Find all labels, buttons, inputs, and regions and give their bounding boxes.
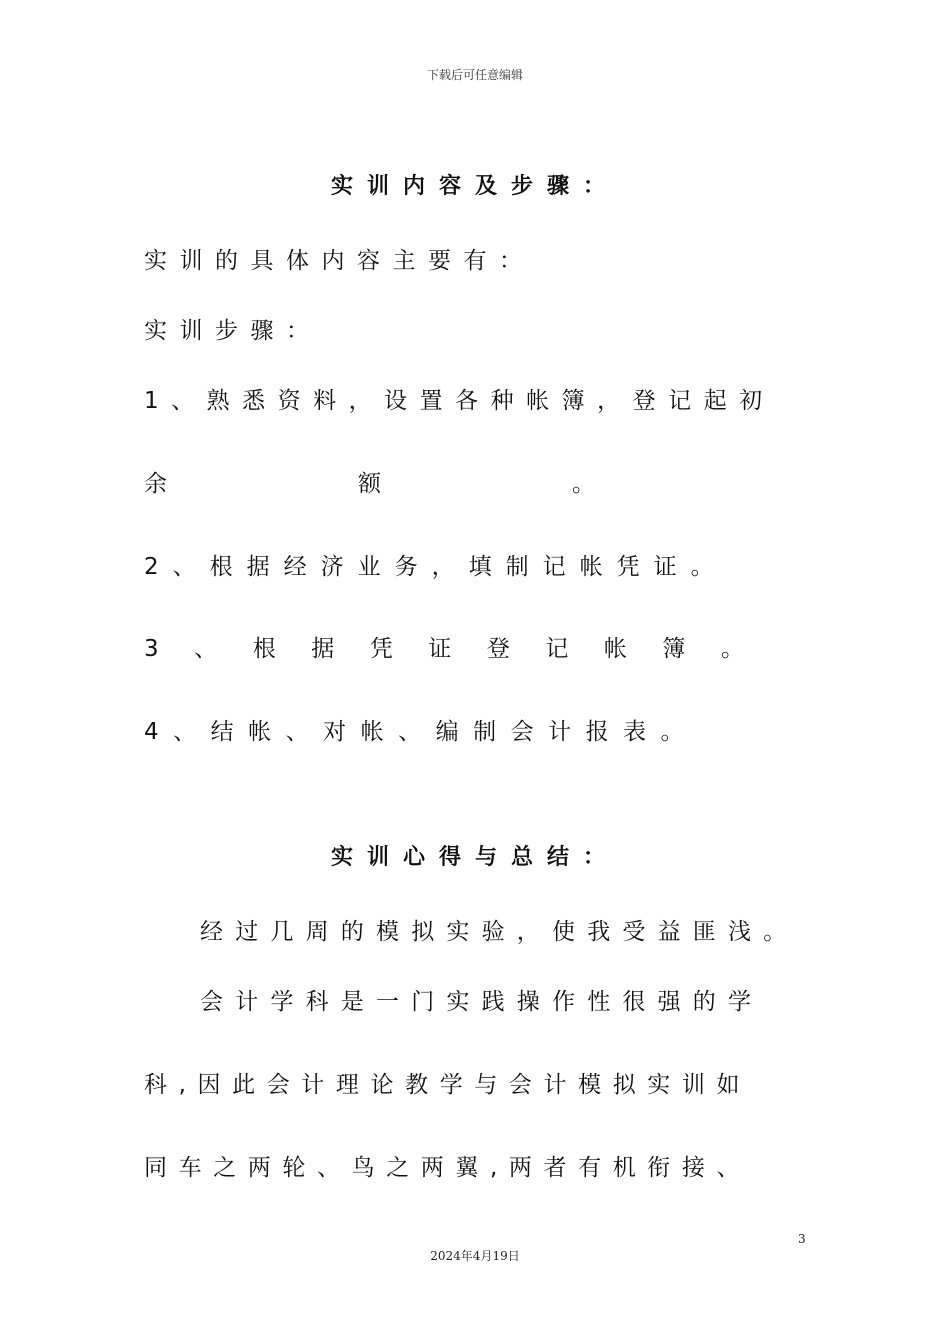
step-2: 2、根据经济业务，填制记帐凭证。 <box>144 554 728 580</box>
step-1-word-1: 余 <box>144 471 180 497</box>
page-number: 3 <box>798 1232 806 1246</box>
summary-paragraph-1: 经过几周的模拟实验，使我受益匪浅。 <box>200 919 799 945</box>
step-3 <box>144 634 744 664</box>
step-3-char: 3 <box>144 636 159 662</box>
step-4: 4、结帐、对帐、编制会计报表。 <box>144 719 699 745</box>
step-1-line-1: 1、熟悉资料，设置各种帐簿，登记起初 <box>144 388 775 414</box>
step-3-char: 凭 <box>369 636 393 662</box>
steps-label: 实训步骤： <box>144 318 322 344</box>
training-intro: 实训的具体内容主要有： <box>144 248 535 274</box>
step-3-char: 证 <box>428 636 452 662</box>
step-3-char: 簿 <box>662 636 686 662</box>
summary-paragraph-2-line-1: 会计学科是一门实践操作性很强的学 <box>200 989 764 1015</box>
section-heading-content-steps: 实训内容及步骤： <box>330 174 619 199</box>
step-3-char: 根 <box>252 636 276 662</box>
step-3-char: 据 <box>311 636 335 662</box>
header-note: 下载后可任意编辑 <box>426 68 523 82</box>
step-1-word-2: 额 <box>358 471 394 497</box>
step-3-char: 。 <box>720 636 744 662</box>
summary-paragraph-2-line-3: 同车之两轮、鸟之两翼,两者有机衔接、 <box>144 1155 752 1181</box>
step-1-word-3: 。 <box>572 471 608 497</box>
section-heading-summary: 实训心得与总结： <box>330 845 619 870</box>
footer-date: 2024年4月19日 <box>430 1249 520 1263</box>
step-3-char: 记 <box>545 636 569 662</box>
step-3-char: 帐 <box>603 636 627 662</box>
step-3-char: 登 <box>486 636 510 662</box>
step-3-char: 、 <box>194 636 218 662</box>
summary-paragraph-2-line-2: 科,因此会计理论教学与会计模拟实训如 <box>144 1072 752 1098</box>
